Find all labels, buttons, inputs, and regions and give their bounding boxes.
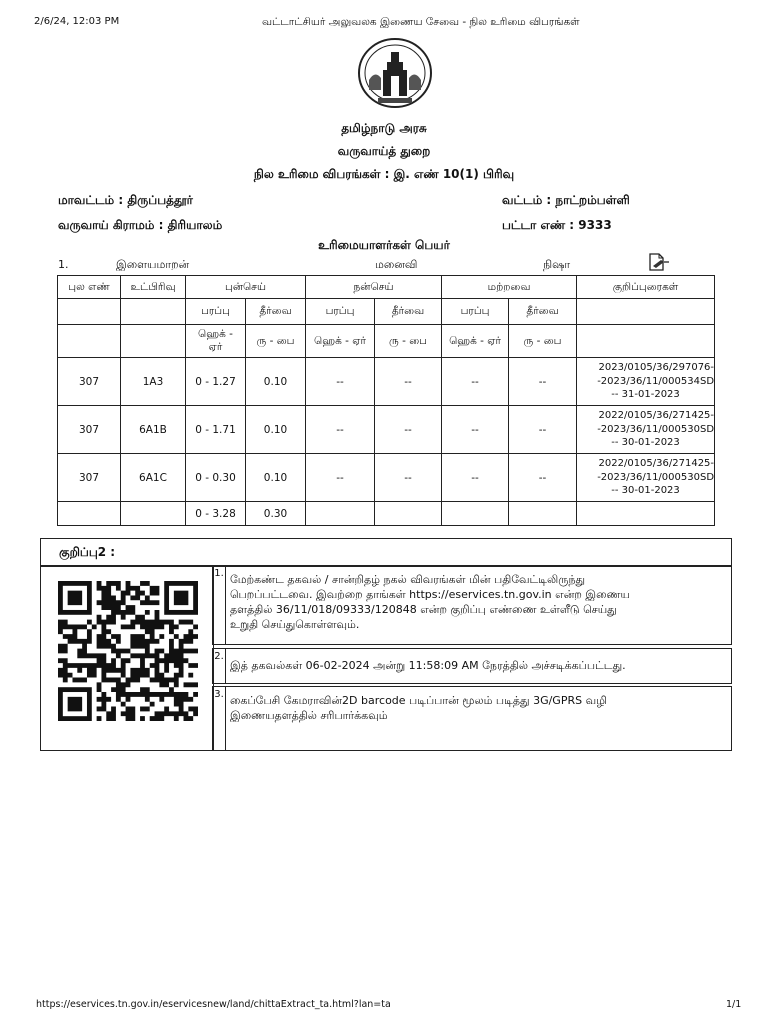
cell-punsei-area: 0 - 0.30 xyxy=(186,454,246,502)
qr-finder-pattern xyxy=(60,690,89,719)
cell-others-tax: -- xyxy=(509,358,577,406)
unit-nansei-tax: ரு - பை xyxy=(375,325,442,358)
cell-nansei-tax: -- xyxy=(375,406,442,454)
qr-code-box xyxy=(40,565,214,751)
notes-header xyxy=(40,538,732,567)
note-number: 1. xyxy=(213,566,226,644)
cell-survey: 307 xyxy=(58,454,121,502)
header-others-tax: தீர்வை xyxy=(509,299,577,325)
cell-remarks: 2022/0105/36/271425- -2023/36/11/000530SD -- 30-01-2023 xyxy=(577,454,715,502)
table-row xyxy=(58,406,715,454)
header-punsei: புன்செய் xyxy=(186,276,306,299)
header-nansei-area: பரப்பு xyxy=(306,299,375,325)
cell-others-area: -- xyxy=(442,358,509,406)
cell-subdiv: 1A3 xyxy=(121,358,186,406)
total-punsei-area: 0 - 3.28 xyxy=(186,502,246,526)
taluk-field: வட்டம் : நாட்றம்பள்ளி xyxy=(502,193,630,207)
department-heading: வருவாய்த் துறை xyxy=(337,144,431,158)
cell-nansei-tax: -- xyxy=(375,358,442,406)
district-field: மாவட்டம் : திருப்பத்தூர் xyxy=(58,193,193,207)
header-others-area: பரப்பு xyxy=(442,299,509,325)
qr-code[interactable] xyxy=(58,581,198,721)
document-subtitle: நில உரிமை விபரங்கள் : இ. எண் 10(1) பிரிவு xyxy=(253,167,515,181)
cell-others-tax: -- xyxy=(509,454,577,502)
cell-survey: 307 xyxy=(58,358,121,406)
note-text: கைப்பேசி கேமராவின்2D barcode படிப்பான் மூலம் படித்து 3G/GPRS வழி இணையதளத்தில் சரிபார்க்கவும் xyxy=(230,694,607,722)
village-field: வருவாய் கிராமம் : திரியாலம் xyxy=(58,218,223,232)
patta-number-field: பட்டா எண் : 9333 xyxy=(502,218,612,232)
unit-others-tax: ரு - பை xyxy=(509,325,577,358)
qr-finder-pattern xyxy=(60,583,89,612)
note-number: 3. xyxy=(213,687,226,750)
government-heading: தமிழ்நாடு அரசு xyxy=(341,121,427,135)
cell-others-tax: -- xyxy=(509,406,577,454)
cell-remarks: 2022/0105/36/271425- -2023/36/11/000530SD -- 30-01-2023 xyxy=(577,406,715,454)
qr-finder-pattern xyxy=(167,583,196,612)
page-number: 1/1 xyxy=(726,999,742,1010)
header-survey-number: புல எண் xyxy=(58,276,121,299)
page-header-title: வட்டாட்சியர் அலுவலக இணைய சேவை - நில உரிமை விபரங்கள் xyxy=(262,16,580,28)
note-item-2 xyxy=(212,648,732,684)
print-datetime: 2/6/24, 12:03 PM xyxy=(34,16,120,27)
table-row xyxy=(58,358,715,406)
note-text: இத் தகவல்கள் 06-02-2024 அன்று 11:58:09 AM நேரத்தில் அச்சடிக்கப்பட்டது. xyxy=(230,659,626,672)
table-row xyxy=(58,454,715,502)
cell-punsei-tax: 0.10 xyxy=(246,358,306,406)
note-item-3 xyxy=(212,686,732,751)
owner-relative-name: நிஷா xyxy=(543,258,571,271)
header-punsei-area: பரப்பு xyxy=(186,299,246,325)
document-edit-icon[interactable] xyxy=(648,253,670,275)
unit-punsei-tax: ரு - பை xyxy=(246,325,306,358)
note-item-1 xyxy=(212,565,732,645)
header-punsei-tax: தீர்வை xyxy=(246,299,306,325)
owner-name: இளையமாறன் xyxy=(116,258,190,271)
cell-punsei-tax: 0.10 xyxy=(246,454,306,502)
cell-punsei-tax: 0.10 xyxy=(246,406,306,454)
cell-subdiv: 6A1B xyxy=(121,406,186,454)
cell-punsei-area: 0 - 1.71 xyxy=(186,406,246,454)
header-subdivision: உட்பிரிவு xyxy=(121,276,186,299)
footer-url: https://eservices.tn.gov.in/eservicesnew/land/chittaExtract_ta.html?lan=ta xyxy=(36,999,391,1010)
cell-survey: 307 xyxy=(58,406,121,454)
cell-nansei-area: -- xyxy=(306,454,375,502)
note-number: 2. xyxy=(213,649,226,683)
unit-others-area: ஹெக் - ஏர் xyxy=(442,325,509,358)
notes-title: குறிப்பு2 : xyxy=(59,545,116,559)
tamil-nadu-emblem xyxy=(356,36,434,110)
owner-number: 1. xyxy=(58,258,69,271)
total-row xyxy=(58,502,715,526)
note-text: மேற்கண்ட தகவல் / சான்றிதழ் நகல் விவரங்கள் மின் பதிவேட்டிலிருந்து பெறப்பட்டவை. இவற்றை தாங்கள் https://eservices.tn.gov.in என்ற இணைய தளத்தில் 36/11/018/09333/120848 என்ற குறிப்பு எண்ணை உள்ளீடு செய்து உறுதி செய்துகொள்ளவும். xyxy=(230,573,630,631)
header-nansei-tax: தீர்வை xyxy=(375,299,442,325)
header-remarks: குறிப்புரைகள் xyxy=(577,276,715,299)
unit-nansei-area: ஹெக் - ஏர் xyxy=(306,325,375,358)
header-nansei: நன்செய் xyxy=(306,276,442,299)
cell-nansei-tax: -- xyxy=(375,454,442,502)
cell-remarks: 2023/0105/36/297076- -2023/36/11/000534SD -- 31-01-2023 xyxy=(577,358,715,406)
land-details-table xyxy=(57,275,715,526)
owners-title: உரிமையாளர்கள் பெயர் xyxy=(318,238,450,252)
cell-nansei-area: -- xyxy=(306,358,375,406)
header-others: மற்றவை xyxy=(442,276,577,299)
cell-punsei-area: 0 - 1.27 xyxy=(186,358,246,406)
cell-others-area: -- xyxy=(442,454,509,502)
unit-punsei-area: ஹெக் - ஏர் xyxy=(186,325,246,358)
cell-others-area: -- xyxy=(442,406,509,454)
cell-nansei-area: -- xyxy=(306,406,375,454)
total-punsei-tax: 0.30 xyxy=(246,502,306,526)
cell-subdiv: 6A1C xyxy=(121,454,186,502)
owner-relation: மனைவி xyxy=(375,258,418,271)
